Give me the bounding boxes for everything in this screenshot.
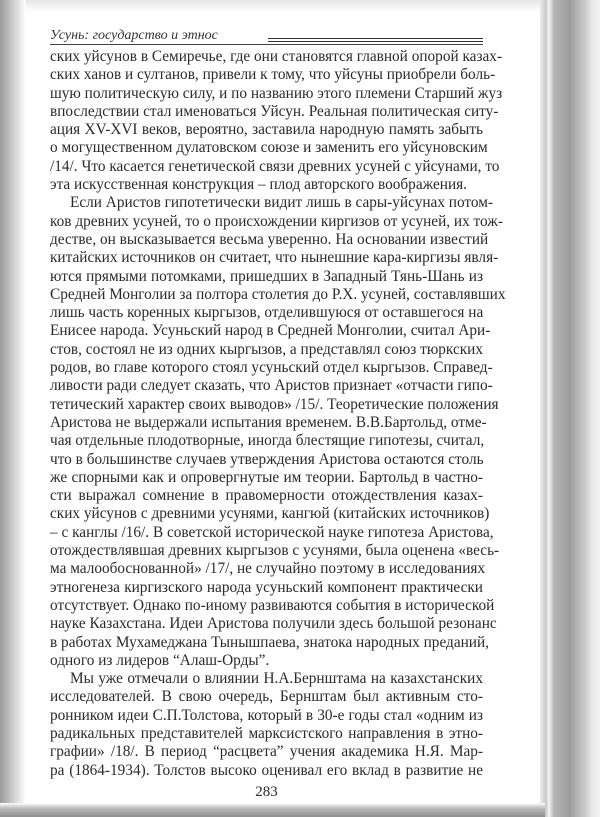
scan-left-shadow <box>0 0 26 817</box>
running-header <box>50 26 483 44</box>
text-line: в работах Мухамеджана Тынышпаева, знатока народных преданий, <box>50 633 489 651</box>
text-line: ских уйсунов в Семиречье, где они становятся главной опорой казах- <box>50 48 503 65</box>
paragraph <box>50 48 503 194</box>
text-line: дестве, он высказывается весьма уверенно. На основании известий <box>50 230 489 248</box>
text-line: Енисее народа. Усуньский народ в Средней Монголии, считал Ари- <box>50 322 491 340</box>
text-line: стов, состоял не из одних кыргызов, а представлял союз тюркских <box>50 340 483 358</box>
text-line: эта искусственная конструкция – плод авторского воображения. <box>50 176 468 194</box>
text-line: ских уйсунов с древними усунями, кангюй (китайских источников) <box>50 505 490 523</box>
page-number: 283 <box>255 784 278 800</box>
text-line: радикальных представителей марксистского направления в этно- <box>50 724 483 742</box>
paragraph <box>50 670 483 780</box>
text-line: науке Казахстана. Идеи Аристова получили здесь большой резонанс <box>50 615 497 633</box>
text-line: Если Аристов гипотетически видит лишь в сары-уйсунах потом- <box>70 194 494 212</box>
text-line: китайских источников он считает, что нынешние кара-киргизы явля- <box>50 249 499 267</box>
text-line: тетический характер своих выводов» /15/. Теоретические положения <box>50 395 499 413</box>
body-text <box>50 48 506 780</box>
text-line: ра (1864-1934). Толстов высоко оценивал его вклад в развитие не <box>50 761 483 779</box>
text-line: лишь часть коренных кыргызов, отделившуюся от оставшегося на <box>50 304 484 322</box>
text-line: шую политическую силу, и по названию этого племени Старший жуз <box>50 84 503 102</box>
text-line: ются прямыми потомками, пришедших в Западный Тянь-Шань из <box>50 267 483 285</box>
text-line: что в большинстве случаев утверждения Аристова остаются столь <box>50 450 484 468</box>
text-line: сти выражал сомнение в правомерности отождествления казах- <box>50 487 483 505</box>
header-rule <box>268 38 483 42</box>
header-underline <box>50 44 483 45</box>
text-line: этногенеза киргизского народа усуньский компонент практически <box>50 578 483 596</box>
text-line: ливости ради следует сказать, что Аристов признает «отчасти гипо- <box>50 377 493 395</box>
text-line: – с канглы /16/. В советской исторической науке гипотеза Аристова, <box>50 523 494 541</box>
text-line: же спорными как и опровергнутые им теории. Бартольд в частно- <box>50 468 483 486</box>
paragraph <box>50 194 506 670</box>
text-line: отождествлявшая древних кыргызов с усунями, была оценена «весь- <box>50 542 500 560</box>
text-line: Мы уже отмечали о влиянии Н.А.Бернштама на казахстанских <box>70 670 483 688</box>
text-line: родов, во главе которого стоял усуньский отдел кыргызов. Справед- <box>50 359 493 377</box>
text-line: ских ханов и султанов, привели к тому, что уйсуны приобрели боль- <box>50 66 496 84</box>
text-line: графии» /18/. В период “расцвета” учения академика Н.Я. Мар- <box>50 743 483 761</box>
text-line: исследователей. В свою очередь, Бернштам был активным сто- <box>50 688 483 706</box>
text-line: ация XV-XVI веков, вероятно, заставила народную память забыть <box>50 121 483 139</box>
text-line: впоследствии стал именоваться Уйсун. Реальная политическая ситу- <box>50 102 499 120</box>
text-line: о могущественном дулатовском союзе и заменить его уйсуновским <box>50 139 488 157</box>
book-binding-edge <box>540 0 600 817</box>
text-line: Средней Монголии за полтора столетия до Р.Х. усуней, составлявших <box>50 285 506 303</box>
text-line: /14/. Что касается генетической связи древних усуней с уйсунами, то <box>50 157 500 175</box>
text-line: отсутствует. Однако по-иному развиваются события в исторической <box>50 596 495 614</box>
text-line: одного из лидеров “Алаш-Орды”. <box>50 651 270 669</box>
text-line: Аристова не выдержали испытания временем. В.В.Бартольд, отме- <box>50 413 487 431</box>
scan-bottom-shadow <box>0 803 545 817</box>
text-line: ма малообоснованной» /17/, не случайно поэтому в исследованиях <box>50 560 486 578</box>
text-line: чая отдельные плодотворные, иногда блестящие гипотезы, считал, <box>50 432 485 450</box>
running-header-title: Усунь: государство и этнос <box>50 28 218 43</box>
text-line: ронником идеи С.П.Толстова, который в 30-е годы стал «одним из <box>50 706 483 724</box>
scan-top-shadow <box>0 0 600 12</box>
text-line: ков древних усуней, то о происхождении киргизов от усуней, их тож- <box>50 212 503 230</box>
